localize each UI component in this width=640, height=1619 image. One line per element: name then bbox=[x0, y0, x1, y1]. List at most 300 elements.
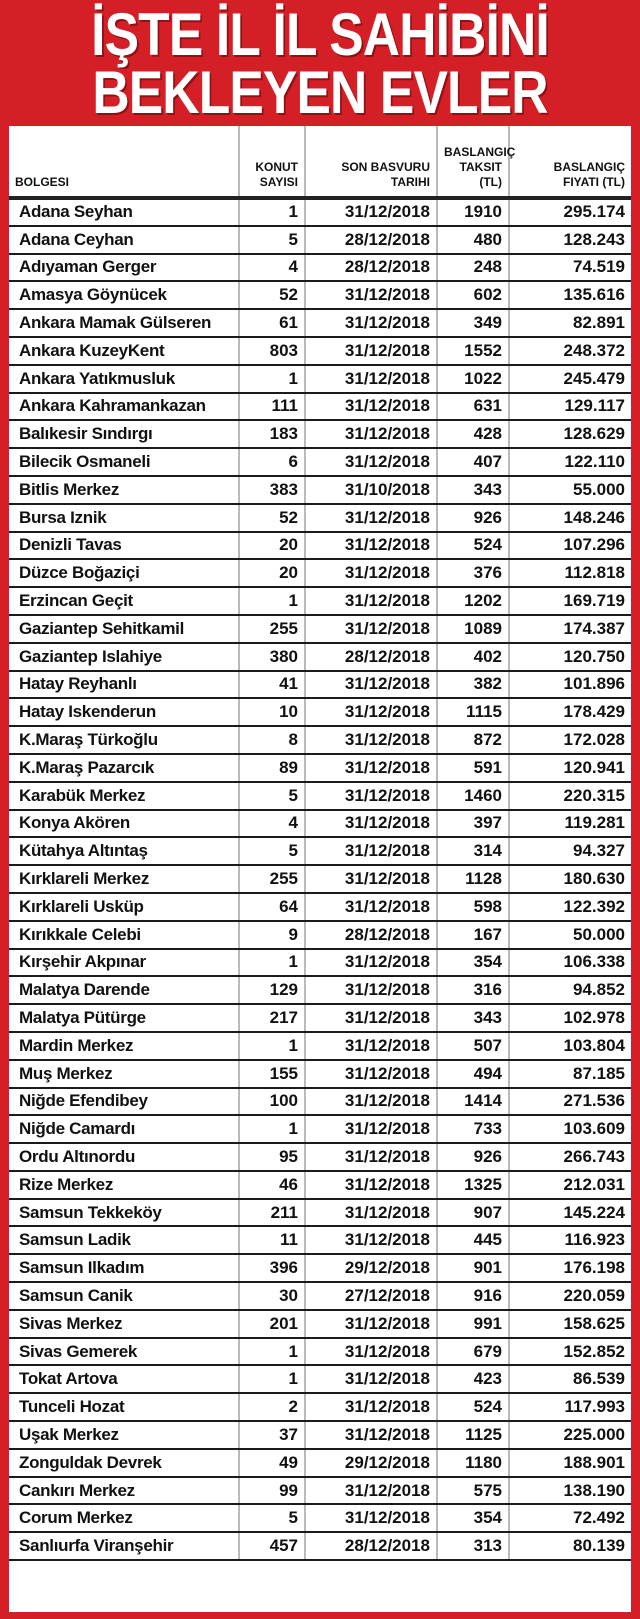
installment-cell: 354 bbox=[437, 1504, 509, 1532]
region-cell: Balıkesir Sındırgı bbox=[9, 420, 239, 448]
region-cell: K.Maraş Türkoğlu bbox=[9, 726, 239, 754]
price-cell: 94.852 bbox=[509, 976, 631, 1004]
column-header-deadline: SON BASVURU TARIHI bbox=[305, 126, 437, 198]
table-row bbox=[9, 1199, 631, 1227]
installment-cell: 354 bbox=[437, 949, 509, 977]
installment-cell: 343 bbox=[437, 1004, 509, 1032]
installment-cell: 1910 bbox=[437, 198, 509, 226]
deadline-cell: 31/12/2018 bbox=[305, 420, 437, 448]
unit-count-cell: 1 bbox=[239, 587, 305, 615]
headline bbox=[0, 0, 640, 126]
installment-cell: 631 bbox=[437, 393, 509, 421]
region-cell: Samsun Tekkeköy bbox=[9, 1199, 239, 1227]
price-cell: 102.978 bbox=[509, 1004, 631, 1032]
region-cell: Zonguldak Devrek bbox=[9, 1449, 239, 1477]
unit-count-cell: 5 bbox=[239, 226, 305, 254]
price-cell: 248.372 bbox=[509, 337, 631, 365]
region-cell: Mardin Merkez bbox=[9, 1032, 239, 1060]
installment-cell: 1128 bbox=[437, 865, 509, 893]
unit-count-cell: 1 bbox=[239, 198, 305, 226]
price-cell: 245.479 bbox=[509, 365, 631, 393]
region-cell: Tokat Artova bbox=[9, 1365, 239, 1393]
installment-cell: 679 bbox=[437, 1338, 509, 1366]
table-row bbox=[9, 698, 631, 726]
unit-count-cell: 11 bbox=[239, 1226, 305, 1254]
region-cell: Sivas Gemerek bbox=[9, 1338, 239, 1366]
price-cell: 148.246 bbox=[509, 504, 631, 532]
table-row bbox=[9, 1532, 631, 1560]
table-row bbox=[9, 1226, 631, 1254]
table-row bbox=[9, 1115, 631, 1143]
region-cell: Rize Merkez bbox=[9, 1171, 239, 1199]
unit-count-cell: 2 bbox=[239, 1393, 305, 1421]
region-cell: Gaziantep Islahiye bbox=[9, 643, 239, 671]
deadline-cell: 31/12/2018 bbox=[305, 1393, 437, 1421]
price-cell: 103.804 bbox=[509, 1032, 631, 1060]
region-cell: Tunceli Hozat bbox=[9, 1393, 239, 1421]
installment-cell: 494 bbox=[437, 1060, 509, 1088]
table-row bbox=[9, 976, 631, 1004]
table-row bbox=[9, 1254, 631, 1282]
price-cell: 122.110 bbox=[509, 448, 631, 476]
table-row bbox=[9, 726, 631, 754]
installment-cell: 480 bbox=[437, 226, 509, 254]
price-cell: 72.492 bbox=[509, 1504, 631, 1532]
deadline-cell: 31/12/2018 bbox=[305, 504, 437, 532]
region-cell: Ankara Mamak Gülseren bbox=[9, 309, 239, 337]
table-row bbox=[9, 309, 631, 337]
installment-cell: 316 bbox=[437, 976, 509, 1004]
unit-count-cell: 5 bbox=[239, 782, 305, 810]
unit-count-cell: 10 bbox=[239, 698, 305, 726]
deadline-cell: 31/12/2018 bbox=[305, 1477, 437, 1505]
table-row bbox=[9, 671, 631, 699]
price-cell: 135.616 bbox=[509, 281, 631, 309]
deadline-cell: 31/12/2018 bbox=[305, 281, 437, 309]
region-cell: Cankırı Merkez bbox=[9, 1477, 239, 1505]
table-row bbox=[9, 365, 631, 393]
unit-count-cell: 89 bbox=[239, 754, 305, 782]
installment-cell: 1180 bbox=[437, 1449, 509, 1477]
unit-count-cell: 46 bbox=[239, 1171, 305, 1199]
unit-count-cell: 803 bbox=[239, 337, 305, 365]
table-row bbox=[9, 1365, 631, 1393]
installment-cell: 524 bbox=[437, 1393, 509, 1421]
unit-count-cell: 41 bbox=[239, 671, 305, 699]
table-row bbox=[9, 949, 631, 977]
price-cell: 225.000 bbox=[509, 1421, 631, 1449]
installment-cell: 1552 bbox=[437, 337, 509, 365]
deadline-cell: 31/12/2018 bbox=[305, 448, 437, 476]
unit-count-cell: 211 bbox=[239, 1199, 305, 1227]
installment-cell: 733 bbox=[437, 1115, 509, 1143]
region-cell: Kırklareli Merkez bbox=[9, 865, 239, 893]
unit-count-cell: 64 bbox=[239, 893, 305, 921]
unit-count-cell: 5 bbox=[239, 1504, 305, 1532]
unit-count-cell: 4 bbox=[239, 254, 305, 282]
price-cell: 145.224 bbox=[509, 1199, 631, 1227]
price-cell: 138.190 bbox=[509, 1477, 631, 1505]
installment-cell: 1202 bbox=[437, 587, 509, 615]
region-cell: Uşak Merkez bbox=[9, 1421, 239, 1449]
price-cell: 174.387 bbox=[509, 615, 631, 643]
region-cell: Samsun Canik bbox=[9, 1282, 239, 1310]
deadline-cell: 28/12/2018 bbox=[305, 1532, 437, 1560]
table-row bbox=[9, 1393, 631, 1421]
region-cell: Ankara Kahramankazan bbox=[9, 393, 239, 421]
region-cell: Corum Merkez bbox=[9, 1504, 239, 1532]
table-row bbox=[9, 1449, 631, 1477]
deadline-cell: 31/12/2018 bbox=[305, 893, 437, 921]
region-cell: Konya Akören bbox=[9, 810, 239, 838]
table-row bbox=[9, 1143, 631, 1171]
price-cell: 128.629 bbox=[509, 420, 631, 448]
table-row bbox=[9, 1477, 631, 1505]
table-row bbox=[9, 281, 631, 309]
region-cell: Kırklareli Usküp bbox=[9, 893, 239, 921]
installment-cell: 397 bbox=[437, 810, 509, 838]
deadline-cell: 31/12/2018 bbox=[305, 587, 437, 615]
price-cell: 107.296 bbox=[509, 532, 631, 560]
table-row bbox=[9, 754, 631, 782]
deadline-cell: 31/12/2018 bbox=[305, 1365, 437, 1393]
price-cell: 119.281 bbox=[509, 810, 631, 838]
unit-count-cell: 100 bbox=[239, 1088, 305, 1116]
deadline-cell: 31/12/2018 bbox=[305, 615, 437, 643]
table-row bbox=[9, 1282, 631, 1310]
region-cell: Ankara KuzeyKent bbox=[9, 337, 239, 365]
price-cell: 220.059 bbox=[509, 1282, 631, 1310]
deadline-cell: 31/12/2018 bbox=[305, 559, 437, 587]
price-cell: 188.901 bbox=[509, 1449, 631, 1477]
deadline-cell: 31/12/2018 bbox=[305, 754, 437, 782]
installment-cell: 382 bbox=[437, 671, 509, 699]
unit-count-cell: 1 bbox=[239, 1338, 305, 1366]
price-cell: 180.630 bbox=[509, 865, 631, 893]
region-cell: Ordu Altınordu bbox=[9, 1143, 239, 1171]
installment-cell: 991 bbox=[437, 1310, 509, 1338]
region-cell: Kırıkkale Celebi bbox=[9, 921, 239, 949]
table-row bbox=[9, 1060, 631, 1088]
deadline-cell: 31/12/2018 bbox=[305, 1115, 437, 1143]
deadline-cell: 28/12/2018 bbox=[305, 226, 437, 254]
table-row bbox=[9, 865, 631, 893]
deadline-cell: 31/12/2018 bbox=[305, 1504, 437, 1532]
price-cell: 86.539 bbox=[509, 1365, 631, 1393]
headline-line-1: İŞTE İL İL SAHİBİNİ bbox=[91, 1, 549, 68]
unit-count-cell: 6 bbox=[239, 448, 305, 476]
region-cell: Hatay Reyhanlı bbox=[9, 671, 239, 699]
unit-count-cell: 4 bbox=[239, 810, 305, 838]
unit-count-cell: 5 bbox=[239, 837, 305, 865]
table-row bbox=[9, 1171, 631, 1199]
price-cell: 172.028 bbox=[509, 726, 631, 754]
price-cell: 55.000 bbox=[509, 476, 631, 504]
installment-cell: 343 bbox=[437, 476, 509, 504]
table-row bbox=[9, 1421, 631, 1449]
region-cell: Amasya Göynücek bbox=[9, 281, 239, 309]
installment-cell: 376 bbox=[437, 559, 509, 587]
table-row bbox=[9, 198, 631, 226]
deadline-cell: 31/12/2018 bbox=[305, 1338, 437, 1366]
deadline-cell: 31/12/2018 bbox=[305, 698, 437, 726]
unit-count-cell: 396 bbox=[239, 1254, 305, 1282]
price-cell: 74.519 bbox=[509, 254, 631, 282]
price-cell: 176.198 bbox=[509, 1254, 631, 1282]
region-cell: Sivas Merkez bbox=[9, 1310, 239, 1338]
table-row bbox=[9, 504, 631, 532]
unit-count-cell: 1 bbox=[239, 1115, 305, 1143]
deadline-cell: 31/12/2018 bbox=[305, 532, 437, 560]
unit-count-cell: 457 bbox=[239, 1532, 305, 1560]
unit-count-cell: 37 bbox=[239, 1421, 305, 1449]
price-cell: 82.891 bbox=[509, 309, 631, 337]
deadline-cell: 31/12/2018 bbox=[305, 1088, 437, 1116]
unit-count-cell: 183 bbox=[239, 420, 305, 448]
price-cell: 169.719 bbox=[509, 587, 631, 615]
headline-line-2: BEKLEYEN EVLER bbox=[92, 59, 548, 126]
deadline-cell: 31/12/2018 bbox=[305, 1143, 437, 1171]
table-body bbox=[9, 198, 631, 1560]
table-row bbox=[9, 810, 631, 838]
deadline-cell: 31/12/2018 bbox=[305, 782, 437, 810]
price-cell: 101.896 bbox=[509, 671, 631, 699]
installment-cell: 402 bbox=[437, 643, 509, 671]
price-cell: 266.743 bbox=[509, 1143, 631, 1171]
price-cell: 178.429 bbox=[509, 698, 631, 726]
unit-count-cell: 9 bbox=[239, 921, 305, 949]
installment-cell: 407 bbox=[437, 448, 509, 476]
housing-table-panel bbox=[9, 126, 631, 1612]
region-cell: Malatya Darende bbox=[9, 976, 239, 1004]
deadline-cell: 31/10/2018 bbox=[305, 476, 437, 504]
table-row bbox=[9, 448, 631, 476]
deadline-cell: 28/12/2018 bbox=[305, 254, 437, 282]
installment-cell: 507 bbox=[437, 1032, 509, 1060]
installment-cell: 423 bbox=[437, 1365, 509, 1393]
deadline-cell: 31/12/2018 bbox=[305, 1310, 437, 1338]
region-cell: Bitlis Merkez bbox=[9, 476, 239, 504]
region-cell: Samsun Ilkadım bbox=[9, 1254, 239, 1282]
region-cell: Bilecik Osmaneli bbox=[9, 448, 239, 476]
unit-count-cell: 1 bbox=[239, 1365, 305, 1393]
installment-cell: 926 bbox=[437, 1143, 509, 1171]
installment-cell: 907 bbox=[437, 1199, 509, 1227]
unit-count-cell: 255 bbox=[239, 865, 305, 893]
installment-cell: 428 bbox=[437, 420, 509, 448]
region-cell: Adıyaman Gerger bbox=[9, 254, 239, 282]
unit-count-cell: 129 bbox=[239, 976, 305, 1004]
table-row bbox=[9, 782, 631, 810]
price-cell: 87.185 bbox=[509, 1060, 631, 1088]
table-row bbox=[9, 393, 631, 421]
unit-count-cell: 95 bbox=[239, 1143, 305, 1171]
housing-table bbox=[9, 126, 631, 1561]
price-cell: 94.327 bbox=[509, 837, 631, 865]
installment-cell: 524 bbox=[437, 532, 509, 560]
deadline-cell: 31/12/2018 bbox=[305, 1171, 437, 1199]
unit-count-cell: 99 bbox=[239, 1477, 305, 1505]
region-cell: Bursa Iznik bbox=[9, 504, 239, 532]
deadline-cell: 31/12/2018 bbox=[305, 1004, 437, 1032]
table-row bbox=[9, 587, 631, 615]
unit-count-cell: 20 bbox=[239, 532, 305, 560]
table-row bbox=[9, 643, 631, 671]
deadline-cell: 31/12/2018 bbox=[305, 1421, 437, 1449]
unit-count-cell: 52 bbox=[239, 281, 305, 309]
deadline-cell: 31/12/2018 bbox=[305, 837, 437, 865]
column-header-price: BASLANGIÇ FIYATI (TL) bbox=[509, 126, 631, 198]
table-row bbox=[9, 337, 631, 365]
price-cell: 158.625 bbox=[509, 1310, 631, 1338]
installment-cell: 602 bbox=[437, 281, 509, 309]
region-cell: Hatay Iskenderun bbox=[9, 698, 239, 726]
installment-cell: 349 bbox=[437, 309, 509, 337]
table-row bbox=[9, 254, 631, 282]
price-cell: 128.243 bbox=[509, 226, 631, 254]
unit-count-cell: 111 bbox=[239, 393, 305, 421]
installment-cell: 591 bbox=[437, 754, 509, 782]
table-row bbox=[9, 532, 631, 560]
price-cell: 129.117 bbox=[509, 393, 631, 421]
unit-count-cell: 52 bbox=[239, 504, 305, 532]
region-cell: Niğde Camardı bbox=[9, 1115, 239, 1143]
installment-cell: 1414 bbox=[437, 1088, 509, 1116]
column-header-unit-count: KONUT SAYISI bbox=[239, 126, 305, 198]
region-cell: Sanlıurfa Viranşehir bbox=[9, 1532, 239, 1560]
region-cell: Adana Ceyhan bbox=[9, 226, 239, 254]
region-cell: Niğde Efendibey bbox=[9, 1088, 239, 1116]
table-header-row bbox=[9, 126, 631, 198]
table-row bbox=[9, 1504, 631, 1532]
region-cell: Gaziantep Sehitkamil bbox=[9, 615, 239, 643]
unit-count-cell: 380 bbox=[239, 643, 305, 671]
installment-cell: 916 bbox=[437, 1282, 509, 1310]
price-cell: 103.609 bbox=[509, 1115, 631, 1143]
region-cell: Adana Seyhan bbox=[9, 198, 239, 226]
column-header-region: BOLGESI bbox=[9, 126, 239, 198]
deadline-cell: 28/12/2018 bbox=[305, 921, 437, 949]
deadline-cell: 29/12/2018 bbox=[305, 1449, 437, 1477]
unit-count-cell: 1 bbox=[239, 1032, 305, 1060]
unit-count-cell: 217 bbox=[239, 1004, 305, 1032]
deadline-cell: 29/12/2018 bbox=[305, 1254, 437, 1282]
price-cell: 122.392 bbox=[509, 893, 631, 921]
column-header-installment: BASLANGIÇ TAKSIT (TL) bbox=[437, 126, 509, 198]
table-row bbox=[9, 1088, 631, 1116]
region-cell: Ankara Yatıkmusluk bbox=[9, 365, 239, 393]
deadline-cell: 31/12/2018 bbox=[305, 309, 437, 337]
price-cell: 120.941 bbox=[509, 754, 631, 782]
deadline-cell: 31/12/2018 bbox=[305, 1032, 437, 1060]
table-row bbox=[9, 1338, 631, 1366]
unit-count-cell: 255 bbox=[239, 615, 305, 643]
region-cell: Denizli Tavas bbox=[9, 532, 239, 560]
region-cell: Karabük Merkez bbox=[9, 782, 239, 810]
region-cell: Kırşehir Akpınar bbox=[9, 949, 239, 977]
installment-cell: 872 bbox=[437, 726, 509, 754]
deadline-cell: 31/12/2018 bbox=[305, 393, 437, 421]
table-row bbox=[9, 559, 631, 587]
installment-cell: 248 bbox=[437, 254, 509, 282]
unit-count-cell: 49 bbox=[239, 1449, 305, 1477]
price-cell: 120.750 bbox=[509, 643, 631, 671]
deadline-cell: 31/12/2018 bbox=[305, 671, 437, 699]
installment-cell: 1022 bbox=[437, 365, 509, 393]
price-cell: 116.923 bbox=[509, 1226, 631, 1254]
unit-count-cell: 383 bbox=[239, 476, 305, 504]
unit-count-cell: 8 bbox=[239, 726, 305, 754]
table-row bbox=[9, 1310, 631, 1338]
deadline-cell: 31/12/2018 bbox=[305, 1199, 437, 1227]
table-row bbox=[9, 226, 631, 254]
deadline-cell: 28/12/2018 bbox=[305, 643, 437, 671]
installment-cell: 313 bbox=[437, 1532, 509, 1560]
deadline-cell: 31/12/2018 bbox=[305, 810, 437, 838]
deadline-cell: 27/12/2018 bbox=[305, 1282, 437, 1310]
region-cell: Erzincan Geçit bbox=[9, 587, 239, 615]
table-row bbox=[9, 476, 631, 504]
price-cell: 271.536 bbox=[509, 1088, 631, 1116]
installment-cell: 1325 bbox=[437, 1171, 509, 1199]
region-cell: Muş Merkez bbox=[9, 1060, 239, 1088]
installment-cell: 167 bbox=[437, 921, 509, 949]
price-cell: 106.338 bbox=[509, 949, 631, 977]
region-cell: Samsun Ladik bbox=[9, 1226, 239, 1254]
installment-cell: 575 bbox=[437, 1477, 509, 1505]
deadline-cell: 31/12/2018 bbox=[305, 949, 437, 977]
price-cell: 117.993 bbox=[509, 1393, 631, 1421]
deadline-cell: 31/12/2018 bbox=[305, 976, 437, 1004]
table-row bbox=[9, 921, 631, 949]
deadline-cell: 31/12/2018 bbox=[305, 865, 437, 893]
deadline-cell: 31/12/2018 bbox=[305, 1060, 437, 1088]
price-cell: 50.000 bbox=[509, 921, 631, 949]
installment-cell: 1115 bbox=[437, 698, 509, 726]
unit-count-cell: 61 bbox=[239, 309, 305, 337]
deadline-cell: 31/12/2018 bbox=[305, 1226, 437, 1254]
unit-count-cell: 201 bbox=[239, 1310, 305, 1338]
deadline-cell: 31/12/2018 bbox=[305, 337, 437, 365]
deadline-cell: 31/12/2018 bbox=[305, 198, 437, 226]
region-cell: K.Maraş Pazarcık bbox=[9, 754, 239, 782]
unit-count-cell: 155 bbox=[239, 1060, 305, 1088]
price-cell: 220.315 bbox=[509, 782, 631, 810]
installment-cell: 1089 bbox=[437, 615, 509, 643]
price-cell: 295.174 bbox=[509, 198, 631, 226]
table-row bbox=[9, 615, 631, 643]
installment-cell: 1125 bbox=[437, 1421, 509, 1449]
installment-cell: 445 bbox=[437, 1226, 509, 1254]
region-cell: Malatya Pütürge bbox=[9, 1004, 239, 1032]
price-cell: 112.818 bbox=[509, 559, 631, 587]
unit-count-cell: 1 bbox=[239, 949, 305, 977]
price-cell: 212.031 bbox=[509, 1171, 631, 1199]
unit-count-cell: 20 bbox=[239, 559, 305, 587]
deadline-cell: 31/12/2018 bbox=[305, 726, 437, 754]
region-cell: Kütahya Altıntaş bbox=[9, 837, 239, 865]
table-row bbox=[9, 420, 631, 448]
installment-cell: 598 bbox=[437, 893, 509, 921]
region-cell: Düzce Boğaziçi bbox=[9, 559, 239, 587]
installment-cell: 314 bbox=[437, 837, 509, 865]
price-cell: 152.852 bbox=[509, 1338, 631, 1366]
table-row bbox=[9, 837, 631, 865]
unit-count-cell: 30 bbox=[239, 1282, 305, 1310]
table-row bbox=[9, 1004, 631, 1032]
installment-cell: 926 bbox=[437, 504, 509, 532]
deadline-cell: 31/12/2018 bbox=[305, 365, 437, 393]
